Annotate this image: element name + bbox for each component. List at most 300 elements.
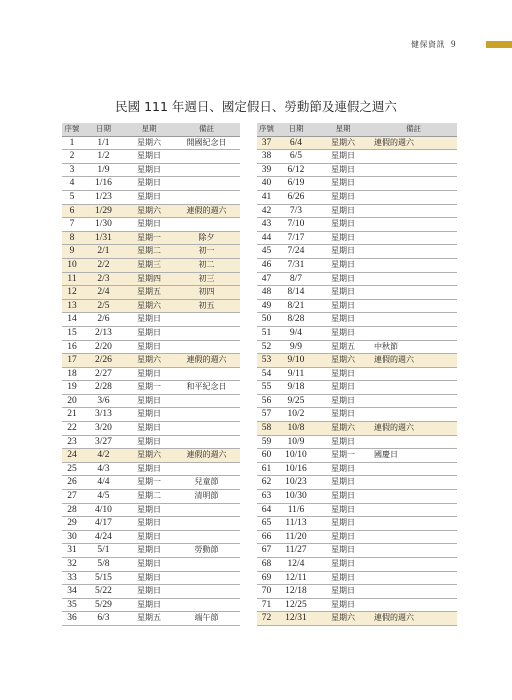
holiday-tables <box>62 123 457 626</box>
table-row <box>257 272 457 286</box>
row-weekday: 星期日 <box>316 394 370 408</box>
row-number: 54 <box>257 367 276 381</box>
row-weekday: 星期日 <box>316 476 370 490</box>
row-note <box>173 435 240 449</box>
row-date: 9/9 <box>276 340 316 354</box>
row-weekday: 星期日 <box>125 218 173 232</box>
row-note <box>173 530 240 544</box>
table-row <box>257 422 457 436</box>
row-date: 2/27 <box>82 367 125 381</box>
running-header <box>411 39 456 50</box>
row-number: 48 <box>257 286 276 300</box>
row-date: 4/3 <box>82 462 125 476</box>
row-note <box>370 313 457 327</box>
row-date: 2/5 <box>82 299 125 313</box>
row-date: 2/20 <box>82 340 125 354</box>
table-row <box>257 476 457 490</box>
row-number: 45 <box>257 245 276 259</box>
row-date: 7/10 <box>276 218 316 232</box>
row-weekday: 星期日 <box>316 381 370 395</box>
row-weekday: 星期二 <box>125 490 173 504</box>
table-row <box>257 286 457 300</box>
table-row <box>257 544 457 558</box>
table-row <box>62 435 240 449</box>
row-number: 6 <box>62 204 82 218</box>
row-number: 8 <box>62 231 82 245</box>
col-header-note: 備註 <box>173 123 240 136</box>
row-weekday: 星期日 <box>125 544 173 558</box>
row-number: 32 <box>62 558 82 572</box>
row-note <box>370 177 457 191</box>
row-note <box>370 530 457 544</box>
row-date: 2/3 <box>82 272 125 286</box>
row-weekday: 星期日 <box>125 585 173 599</box>
page-title: 民國 111 年週日、國定假日、勞動節及連假之週六 <box>115 99 397 114</box>
row-number: 26 <box>62 476 82 490</box>
row-number: 42 <box>257 204 276 218</box>
table-row <box>257 381 457 395</box>
row-note <box>173 190 240 204</box>
row-number: 21 <box>62 408 82 422</box>
row-number: 15 <box>62 326 82 340</box>
row-note <box>370 517 457 531</box>
page-number: 9 <box>451 39 456 49</box>
row-date: 1/16 <box>82 177 125 191</box>
row-date: 10/30 <box>276 490 316 504</box>
row-note <box>173 163 240 177</box>
row-date: 9/25 <box>276 394 316 408</box>
row-date: 10/8 <box>276 422 316 436</box>
row-number: 43 <box>257 218 276 232</box>
row-date: 10/2 <box>276 408 316 422</box>
row-note <box>370 190 457 204</box>
table-row <box>62 503 240 517</box>
row-weekday: 星期日 <box>316 177 370 191</box>
row-date: 7/24 <box>276 245 316 259</box>
row-date: 4/2 <box>82 449 125 463</box>
row-note <box>370 218 457 232</box>
row-date: 1/2 <box>82 150 125 164</box>
row-weekday: 星期一 <box>125 381 173 395</box>
row-weekday: 星期日 <box>316 286 370 300</box>
row-date: 9/18 <box>276 381 316 395</box>
row-number: 60 <box>257 449 276 463</box>
table-row <box>62 313 240 327</box>
row-note <box>173 340 240 354</box>
row-note <box>370 299 457 313</box>
row-weekday: 星期五 <box>316 340 370 354</box>
row-date: 11/20 <box>276 530 316 544</box>
row-note: 連假的週六 <box>370 612 457 626</box>
holiday-table-left <box>62 123 240 626</box>
row-number: 13 <box>62 299 82 313</box>
row-weekday: 星期日 <box>125 503 173 517</box>
row-number: 44 <box>257 231 276 245</box>
row-number: 53 <box>257 354 276 368</box>
row-number: 4 <box>62 177 82 191</box>
row-note: 中秋節 <box>370 340 457 354</box>
table-row <box>62 476 240 490</box>
row-number: 14 <box>62 313 82 327</box>
table-row <box>62 381 240 395</box>
col-header-weekday: 星期 <box>125 123 173 136</box>
row-date: 4/5 <box>82 490 125 504</box>
row-note <box>370 163 457 177</box>
row-note: 連假的週六 <box>370 422 457 436</box>
table-row <box>62 286 240 300</box>
table-row <box>62 340 240 354</box>
table-header-row <box>62 123 240 136</box>
row-weekday: 星期六 <box>125 449 173 463</box>
table-row <box>62 190 240 204</box>
row-date: 8/28 <box>276 313 316 327</box>
table-row <box>257 394 457 408</box>
row-date: 12/25 <box>276 598 316 612</box>
row-number: 9 <box>62 245 82 259</box>
table-row <box>257 163 457 177</box>
row-date: 3/6 <box>82 394 125 408</box>
row-weekday: 星期日 <box>125 408 173 422</box>
row-number: 18 <box>62 367 82 381</box>
table-row <box>62 204 240 218</box>
row-date: 1/9 <box>82 163 125 177</box>
row-date: 5/29 <box>82 598 125 612</box>
table-row <box>62 218 240 232</box>
row-date: 12/31 <box>276 612 316 626</box>
table-row <box>257 326 457 340</box>
table-row <box>62 245 240 259</box>
row-date: 11/13 <box>276 517 316 531</box>
row-number: 72 <box>257 612 276 626</box>
table-header-row <box>257 123 457 136</box>
row-number: 47 <box>257 272 276 286</box>
row-note <box>370 286 457 300</box>
row-number: 65 <box>257 517 276 531</box>
row-number: 37 <box>257 136 276 150</box>
row-date: 10/10 <box>276 449 316 463</box>
row-weekday: 星期日 <box>125 598 173 612</box>
table-row <box>62 150 240 164</box>
row-weekday: 星期日 <box>125 367 173 381</box>
row-number: 63 <box>257 490 276 504</box>
row-note <box>370 381 457 395</box>
row-date: 10/9 <box>276 435 316 449</box>
table-row <box>62 177 240 191</box>
row-weekday: 星期日 <box>125 422 173 436</box>
row-weekday: 星期六 <box>125 136 173 150</box>
table-row <box>62 326 240 340</box>
row-note <box>370 204 457 218</box>
table-row <box>62 367 240 381</box>
row-date: 3/27 <box>82 435 125 449</box>
row-weekday: 星期日 <box>316 299 370 313</box>
row-number: 16 <box>62 340 82 354</box>
row-date: 12/18 <box>276 585 316 599</box>
table-row <box>257 177 457 191</box>
row-note <box>370 367 457 381</box>
row-weekday: 星期日 <box>316 585 370 599</box>
row-weekday: 星期日 <box>316 204 370 218</box>
row-note <box>370 394 457 408</box>
row-date: 1/31 <box>82 231 125 245</box>
table-row <box>62 612 240 626</box>
row-weekday: 星期六 <box>316 354 370 368</box>
table-row <box>257 258 457 272</box>
row-date: 6/4 <box>276 136 316 150</box>
row-date: 3/13 <box>82 408 125 422</box>
row-number: 31 <box>62 544 82 558</box>
row-date: 9/10 <box>276 354 316 368</box>
table-row <box>62 408 240 422</box>
row-weekday: 星期一 <box>316 449 370 463</box>
row-date: 8/14 <box>276 286 316 300</box>
table-row <box>62 136 240 150</box>
row-weekday: 星期日 <box>316 367 370 381</box>
row-weekday: 星期六 <box>125 299 173 313</box>
section-name: 健保資訊 <box>411 40 445 49</box>
row-number: 1 <box>62 136 82 150</box>
table-row <box>62 299 240 313</box>
row-number: 57 <box>257 408 276 422</box>
table-row <box>62 163 240 177</box>
row-number: 58 <box>257 422 276 436</box>
row-note <box>173 517 240 531</box>
table-row <box>62 394 240 408</box>
row-number: 52 <box>257 340 276 354</box>
row-weekday: 星期日 <box>125 558 173 572</box>
row-weekday: 星期日 <box>125 530 173 544</box>
row-date: 10/16 <box>276 462 316 476</box>
row-date: 6/5 <box>276 150 316 164</box>
row-note: 端午節 <box>173 612 240 626</box>
row-number: 64 <box>257 503 276 517</box>
table-body-right <box>257 136 457 625</box>
table-row <box>257 204 457 218</box>
row-note <box>370 544 457 558</box>
row-date: 5/1 <box>82 544 125 558</box>
table-row <box>257 299 457 313</box>
row-number: 5 <box>62 190 82 204</box>
row-date: 7/17 <box>276 231 316 245</box>
row-note <box>173 462 240 476</box>
row-weekday: 星期日 <box>316 190 370 204</box>
row-date: 4/24 <box>82 530 125 544</box>
row-note <box>173 408 240 422</box>
row-number: 55 <box>257 381 276 395</box>
row-date: 4/17 <box>82 517 125 531</box>
row-weekday: 星期日 <box>125 326 173 340</box>
row-number: 56 <box>257 394 276 408</box>
table-row <box>62 258 240 272</box>
col-header-weekday: 星期 <box>316 123 370 136</box>
row-date: 6/26 <box>276 190 316 204</box>
row-weekday: 星期日 <box>125 462 173 476</box>
row-number: 28 <box>62 503 82 517</box>
row-note <box>370 326 457 340</box>
table-row <box>257 313 457 327</box>
row-number: 59 <box>257 435 276 449</box>
row-note: 連假的週六 <box>370 354 457 368</box>
table-row <box>62 517 240 531</box>
row-number: 30 <box>62 530 82 544</box>
row-weekday: 星期日 <box>316 558 370 572</box>
col-header-no: 序號 <box>62 123 82 136</box>
row-weekday: 星期日 <box>316 544 370 558</box>
row-number: 69 <box>257 571 276 585</box>
row-note <box>173 598 240 612</box>
row-weekday: 星期一 <box>125 476 173 490</box>
row-number: 34 <box>62 585 82 599</box>
row-weekday: 星期日 <box>316 150 370 164</box>
table-row <box>257 218 457 232</box>
row-note <box>173 218 240 232</box>
row-weekday: 星期日 <box>316 490 370 504</box>
table-row <box>62 272 240 286</box>
row-number: 23 <box>62 435 82 449</box>
row-date: 5/8 <box>82 558 125 572</box>
row-number: 71 <box>257 598 276 612</box>
row-note <box>370 231 457 245</box>
table-row <box>62 449 240 463</box>
row-date: 11/6 <box>276 503 316 517</box>
row-number: 61 <box>257 462 276 476</box>
row-date: 2/28 <box>82 381 125 395</box>
row-date: 7/3 <box>276 204 316 218</box>
row-weekday: 星期五 <box>125 286 173 300</box>
row-note: 國慶日 <box>370 449 457 463</box>
row-note: 初三 <box>173 272 240 286</box>
row-number: 17 <box>62 354 82 368</box>
table-row <box>62 598 240 612</box>
row-note: 連假的週六 <box>173 449 240 463</box>
row-note <box>370 408 457 422</box>
table-row <box>257 517 457 531</box>
row-note <box>173 177 240 191</box>
row-note: 初二 <box>173 258 240 272</box>
row-note: 初四 <box>173 286 240 300</box>
row-number: 62 <box>257 476 276 490</box>
row-number: 24 <box>62 449 82 463</box>
row-note <box>370 476 457 490</box>
row-date: 2/1 <box>82 245 125 259</box>
col-header-no: 序號 <box>257 123 276 136</box>
table-row <box>62 558 240 572</box>
table-row <box>257 585 457 599</box>
row-note <box>370 272 457 286</box>
row-weekday: 星期日 <box>125 435 173 449</box>
row-date: 1/23 <box>82 190 125 204</box>
row-date: 2/4 <box>82 286 125 300</box>
table-row <box>62 354 240 368</box>
row-note <box>370 490 457 504</box>
row-weekday: 星期日 <box>125 163 173 177</box>
row-number: 50 <box>257 313 276 327</box>
row-date: 11/27 <box>276 544 316 558</box>
row-note <box>173 571 240 585</box>
row-note: 兒童節 <box>173 476 240 490</box>
row-note <box>173 422 240 436</box>
row-number: 36 <box>62 612 82 626</box>
row-number: 40 <box>257 177 276 191</box>
row-date: 6/19 <box>276 177 316 191</box>
table-row <box>257 490 457 504</box>
row-weekday: 星期六 <box>125 204 173 218</box>
row-number: 49 <box>257 299 276 313</box>
row-note <box>173 585 240 599</box>
row-number: 22 <box>62 422 82 436</box>
table-row <box>257 530 457 544</box>
row-note <box>173 150 240 164</box>
row-note: 初五 <box>173 299 240 313</box>
table-row <box>257 190 457 204</box>
row-date: 4/4 <box>82 476 125 490</box>
table-row <box>257 612 457 626</box>
row-number: 41 <box>257 190 276 204</box>
row-number: 68 <box>257 558 276 572</box>
row-number: 3 <box>62 163 82 177</box>
row-number: 33 <box>62 571 82 585</box>
row-weekday: 星期日 <box>316 462 370 476</box>
table-row <box>257 245 457 259</box>
row-weekday: 星期日 <box>316 313 370 327</box>
row-note: 除夕 <box>173 231 240 245</box>
row-number: 51 <box>257 326 276 340</box>
row-note: 勞動節 <box>173 544 240 558</box>
row-weekday: 星期六 <box>316 612 370 626</box>
row-weekday: 星期日 <box>316 231 370 245</box>
col-header-date: 日期 <box>276 123 316 136</box>
table-row <box>257 367 457 381</box>
table-row <box>257 150 457 164</box>
row-date: 8/7 <box>276 272 316 286</box>
row-note: 連假的週六 <box>173 204 240 218</box>
row-note: 開國紀念日 <box>173 136 240 150</box>
row-weekday: 星期日 <box>316 598 370 612</box>
row-weekday: 星期日 <box>316 218 370 232</box>
row-number: 27 <box>62 490 82 504</box>
row-date: 3/20 <box>82 422 125 436</box>
holiday-table-right <box>257 123 457 626</box>
row-number: 10 <box>62 258 82 272</box>
row-date: 5/22 <box>82 585 125 599</box>
row-date: 2/6 <box>82 313 125 327</box>
table-row <box>257 462 457 476</box>
row-note <box>370 435 457 449</box>
row-number: 39 <box>257 163 276 177</box>
row-date: 8/21 <box>276 299 316 313</box>
row-number: 38 <box>257 150 276 164</box>
row-note <box>370 245 457 259</box>
table-row <box>62 462 240 476</box>
row-note <box>370 598 457 612</box>
row-number: 70 <box>257 585 276 599</box>
row-weekday: 星期日 <box>316 435 370 449</box>
row-note <box>173 367 240 381</box>
table-row <box>62 571 240 585</box>
row-weekday: 星期日 <box>125 340 173 354</box>
row-date: 10/23 <box>276 476 316 490</box>
row-date: 1/29 <box>82 204 125 218</box>
table-row <box>62 544 240 558</box>
row-note: 連假的週六 <box>370 136 457 150</box>
row-date: 4/10 <box>82 503 125 517</box>
table-row <box>62 530 240 544</box>
row-date: 2/26 <box>82 354 125 368</box>
row-note: 連假的週六 <box>173 354 240 368</box>
row-weekday: 星期日 <box>316 272 370 286</box>
row-number: 29 <box>62 517 82 531</box>
row-date: 2/2 <box>82 258 125 272</box>
